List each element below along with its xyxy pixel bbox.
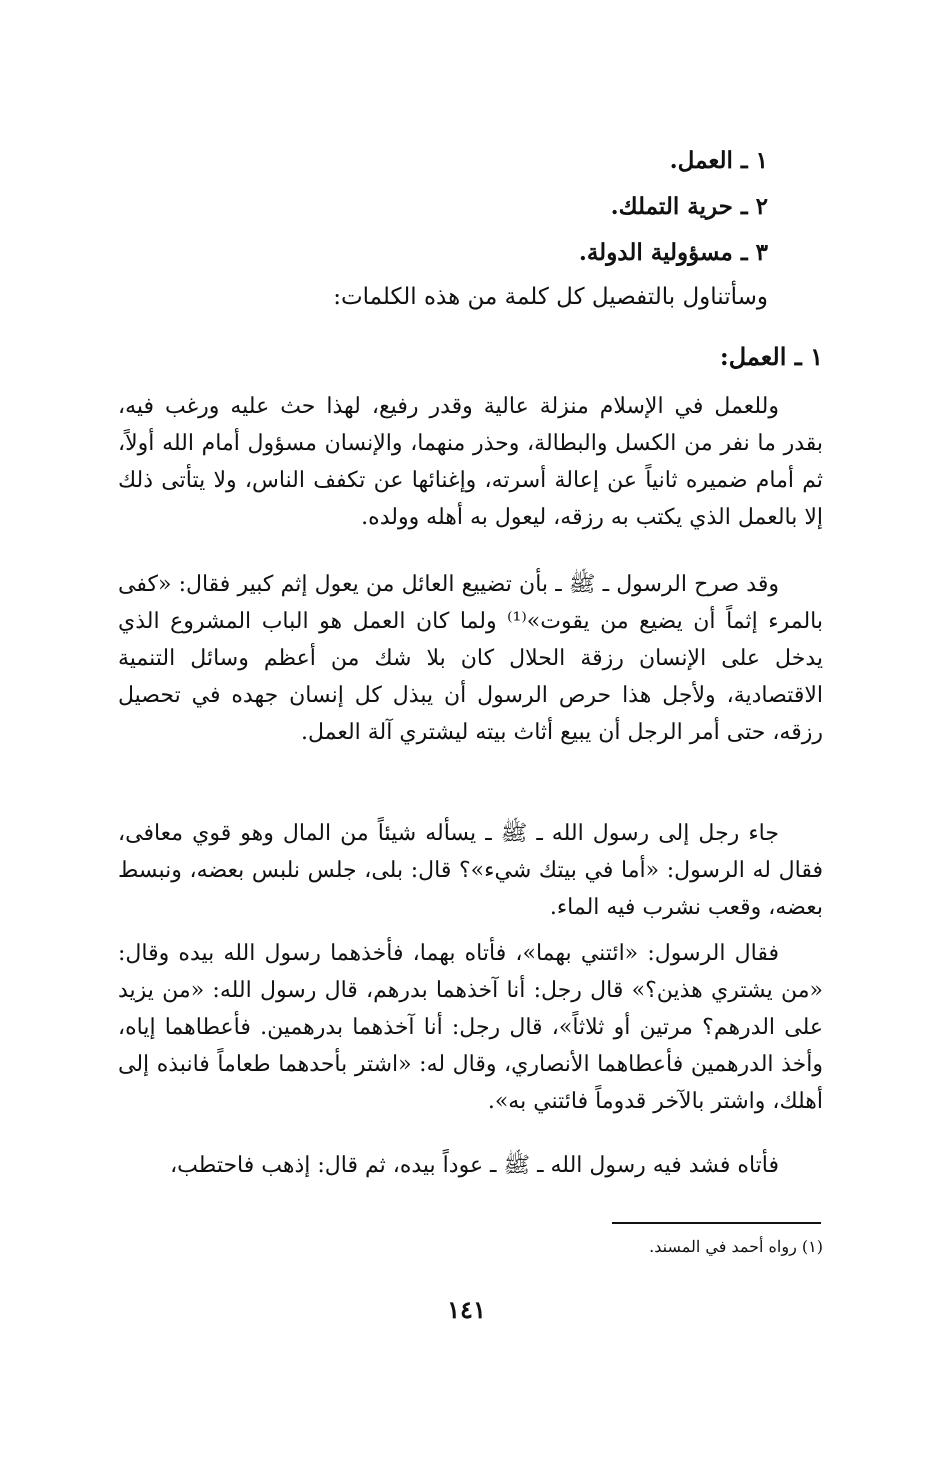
list-item: ٢ ـ حرية التملك. — [610, 193, 768, 220]
list-item: ١ ـ العمل. — [669, 147, 768, 174]
paragraph-3: جاء رجل إلى رسول الله ـ ﷺ ـ يسأله شيئاً من المال وهو قوي معافى، فقال له الرسول: «أما في بيتك شيء»؟ قال: بلى، جلس نلبس بعضه، ونبسط بعضه، وقعب نشرب فيه الماء. — [118, 821, 823, 920]
list-item: ٣ ـ مسؤولية الدولة. — [578, 239, 768, 266]
footnote-divider — [612, 1222, 821, 1224]
section-heading: ١ ـ العمل: — [719, 342, 823, 371]
page-number: ١٤١ — [447, 1295, 486, 1324]
paragraph-4: فقال الرسول: «ائتني بهما»، فأتاه بهما، فأخذهما رسول الله بيده وقال: «من يشتري هذين؟» قال رجل: أنا آخذهما بدرهم، قال رسول الله: «من يزيد على الدرهم؟ مرتين أو ثلاثاً»، قال رجل: أنا آخذهما بدرهمين. فأعطاهما إياه، وأخذ الدرهمين فأعطاهما الأنصاري، وقال له: «اشتر بأحدهما طعاماً فانبذه إلى أهلك، واشتر بالآخر قدوماً فائتني به». — [118, 941, 823, 1114]
intro-sentence: وسأتناول بالتفصيل كل كلمة من هذه الكلمات: — [333, 284, 768, 310]
topic-list — [118, 138, 768, 276]
paragraph-5: فأتاه فشد فيه رسول الله ـ ﷺ ـ عوداً بيده، ثم قال: إذهب فاحتطب، — [170, 1153, 779, 1178]
paragraph-1: وللعمل في الإسلام منزلة عالية وقدر رفيع، لهذا حث عليه ورغب فيه، بقدر ما نفر من الكسل والبطالة، وحذر منهما، والإنسان مسؤول أمام الله أولاً، ثم أمام ضميره ثانياً عن إعالة أسرته، وإغنائها عن تكفف الناس، ولا يتأتى ذلك إلا بالعمل الذي يكتب به رزقه، ليعول به أهله وولده. — [118, 394, 823, 530]
paragraph-2: وقد صرح الرسول ـ ﷺ ـ بأن تضييع العائل من يعول إثم كبير فقال: «كفى بالمرء إثماً أن يضيع من يقوت»⁽¹⁾ ولما كان العمل هو الباب المشروع الذي يدخل على الإنسان رزقة الحلال كان بلا شك من أعظم وسائل التنمية الاقتصادية، ولأجل هذا حرص الرسول أن يبذل كل إنسان جهده في تحصيل رزقه، حتى أمر الرجل أن يبيع أثاث بيته ليشتري آلة العمل. — [118, 572, 823, 745]
footnote: (١) رواه أحمد في المسند. — [649, 1237, 823, 1256]
